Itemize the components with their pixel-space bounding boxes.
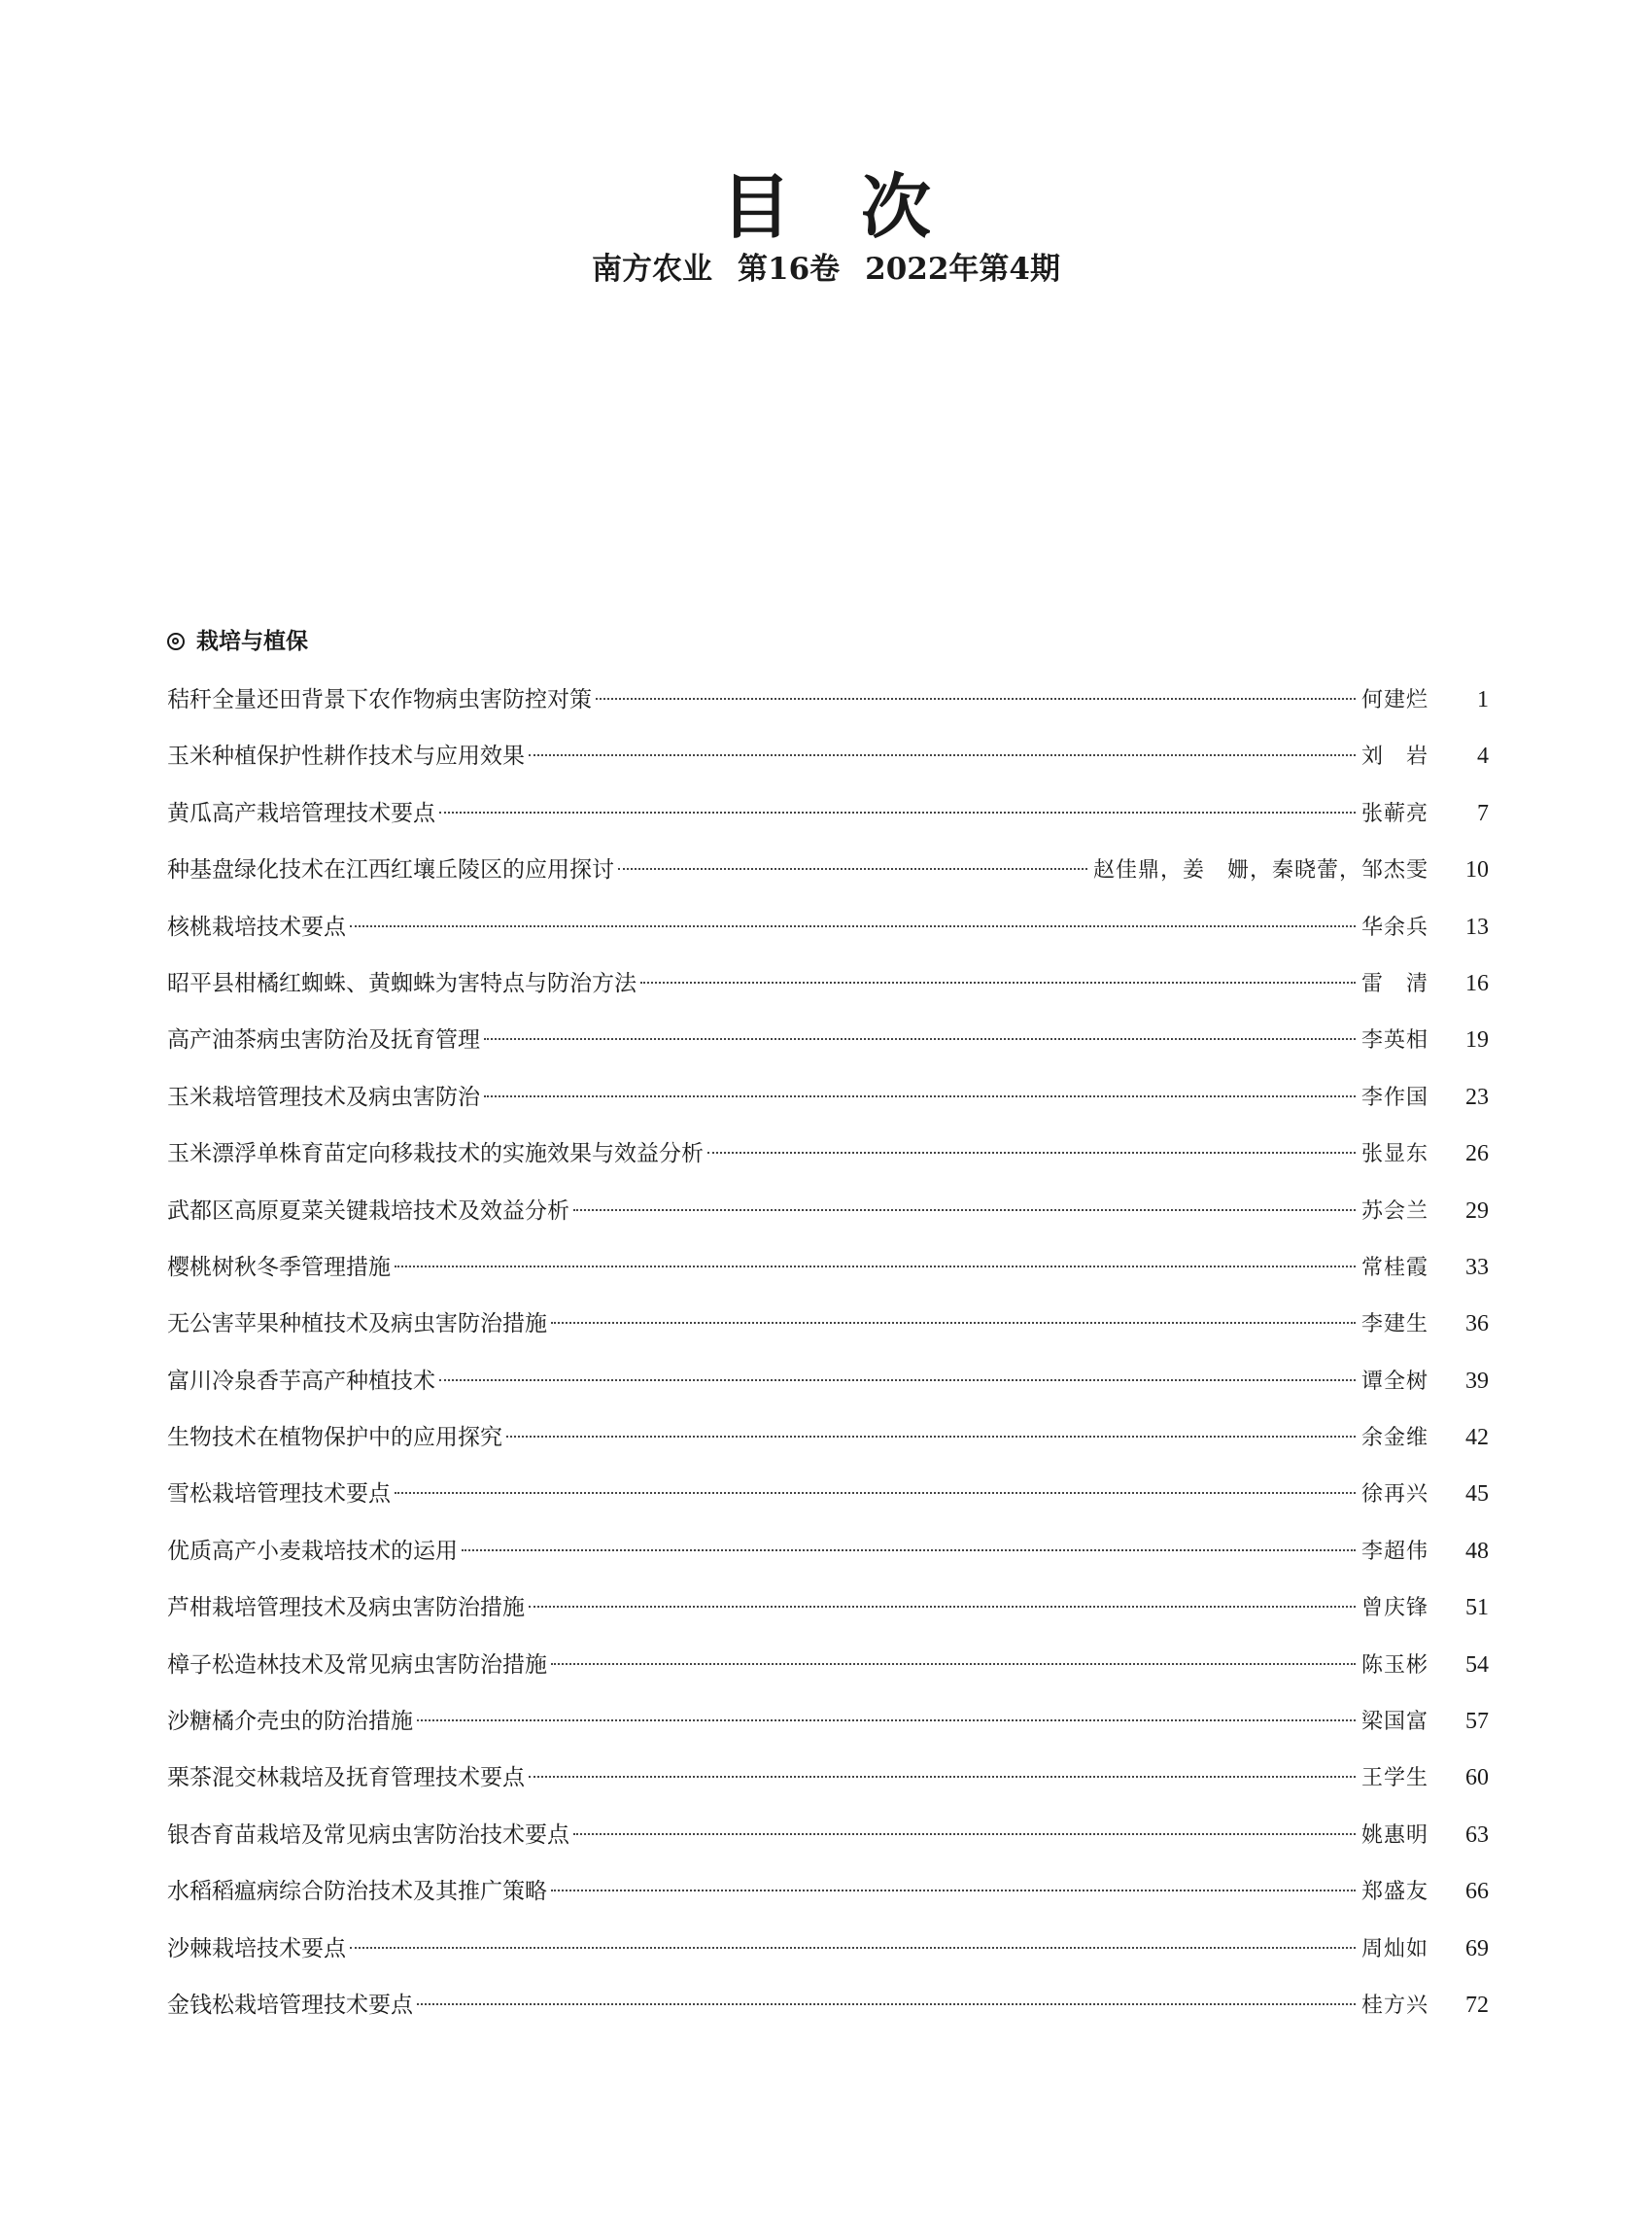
toc-entry-title: 玉米漂浮单株育苗定向移栽技术的实施效果与效益分析	[167, 1141, 704, 1167]
dot-leader	[439, 1379, 1356, 1381]
toc-entry-title: 沙糖橘介壳虫的防治措施	[167, 1709, 413, 1735]
journal-name: 南方农业	[592, 252, 712, 287]
toc-entry-page: 42	[1465, 1425, 1489, 1451]
toc-entry-title: 生物技术在植物保护中的应用探究	[167, 1425, 502, 1451]
toc-entry-title: 栗茶混交林栽培及抚育管理技术要点	[167, 1765, 525, 1791]
toc-entry[interactable]	[167, 850, 1489, 907]
dot-leader	[529, 754, 1356, 756]
title-part-2: 次	[861, 166, 932, 248]
toc-entry-author: 张蕲亮	[1360, 801, 1428, 826]
toc-entry-page: 23	[1465, 1084, 1489, 1110]
toc-entry[interactable]	[167, 1872, 1489, 1928]
dot-leader	[484, 1038, 1356, 1040]
dot-leader	[417, 2003, 1356, 2005]
toc-entry[interactable]	[167, 1702, 1489, 1758]
toc-entry[interactable]	[167, 1929, 1489, 1986]
toc-entry[interactable]	[167, 964, 1489, 1021]
section-name: 栽培与植保	[196, 629, 308, 654]
table-of-contents	[167, 680, 1489, 2042]
toc-entry-page: 39	[1465, 1368, 1489, 1394]
volume-label: 第16卷	[738, 252, 841, 287]
toc-entry-author: 徐再兴	[1360, 1482, 1428, 1508]
toc-entry-page: 48	[1465, 1538, 1489, 1564]
toc-entry[interactable]	[167, 1474, 1489, 1531]
toc-entry-page: 1	[1477, 687, 1489, 712]
dot-leader	[573, 1209, 1356, 1211]
toc-entry[interactable]	[167, 1078, 1489, 1134]
toc-entry-title: 武都区高原夏菜关键栽培技术及效益分析	[167, 1197, 569, 1224]
dot-leader	[439, 812, 1356, 814]
toc-entry[interactable]	[167, 1418, 1489, 1474]
dot-leader	[462, 1549, 1356, 1551]
toc-entry[interactable]	[167, 680, 1489, 737]
dot-leader	[551, 1890, 1356, 1891]
toc-entry-author: 姚惠明	[1360, 1822, 1428, 1848]
toc-entry[interactable]	[167, 1248, 1489, 1304]
dot-leader	[529, 1776, 1356, 1778]
issue-line	[0, 248, 1652, 291]
toc-entry-author: 陈玉彬	[1360, 1652, 1428, 1678]
toc-entry-author: 张显东	[1360, 1142, 1428, 1167]
toc-entry[interactable]	[167, 1816, 1489, 1872]
toc-entry[interactable]	[167, 1646, 1489, 1702]
toc-entry[interactable]	[167, 794, 1489, 850]
dot-leader	[551, 1322, 1356, 1324]
dot-leader	[395, 1266, 1356, 1267]
dot-leader	[350, 1947, 1356, 1949]
toc-entry-author: 华余兵	[1360, 915, 1428, 940]
toc-entry-title: 芦柑栽培管理技术及病虫害防治措施	[167, 1595, 525, 1621]
toc-entry-page: 72	[1465, 1992, 1489, 2018]
toc-entry-title: 优质高产小麦栽培技术的运用	[167, 1538, 458, 1564]
toc-entry-author: 苏会兰	[1360, 1198, 1428, 1224]
toc-entry[interactable]	[167, 737, 1489, 793]
toc-entry-page: 66	[1465, 1879, 1489, 1905]
toc-entry[interactable]	[167, 908, 1489, 964]
toc-entry-author: 雷 清	[1360, 971, 1428, 996]
toc-entry[interactable]	[167, 1758, 1489, 1815]
toc-entry-title: 金钱松栽培管理技术要点	[167, 1992, 413, 2018]
toc-entry-page: 54	[1465, 1651, 1489, 1678]
toc-entry[interactable]	[167, 1192, 1489, 1248]
dot-leader	[395, 1492, 1356, 1494]
toc-entry-author: 余金维	[1360, 1426, 1428, 1451]
toc-entry-page: 19	[1465, 1027, 1489, 1054]
toc-entry-title: 昭平县柑橘红蜘蛛、黄蜘蛛为害特点与防治方法	[167, 970, 637, 996]
dot-leader	[417, 1719, 1356, 1721]
dot-leader	[640, 982, 1356, 984]
dot-leader	[529, 1606, 1356, 1608]
toc-entry[interactable]	[167, 1588, 1489, 1645]
toc-entry-author: 梁国富	[1360, 1710, 1428, 1735]
toc-entry-page: 16	[1465, 970, 1489, 996]
dot-leader	[596, 698, 1356, 700]
toc-entry-author: 李建生	[1360, 1312, 1428, 1337]
dot-leader	[506, 1436, 1356, 1438]
toc-entry[interactable]	[167, 1986, 1489, 2042]
toc-entry-title: 无公害苹果种植技术及病虫害防治措施	[167, 1311, 547, 1337]
toc-entry-author: 谭全树	[1360, 1369, 1428, 1394]
toc-entry-title: 核桃栽培技术要点	[167, 914, 346, 940]
page-title	[0, 163, 1652, 251]
toc-entry-page: 60	[1465, 1765, 1489, 1791]
toc-entry-author: 何建烂	[1360, 688, 1428, 712]
toc-entry-author: 李超伟	[1360, 1539, 1428, 1564]
toc-entry-page: 51	[1465, 1595, 1489, 1621]
toc-entry-page: 63	[1465, 1821, 1489, 1848]
toc-entry-title: 沙棘栽培技术要点	[167, 1935, 346, 1961]
toc-entry-title: 秸秆全量还田背景下农作物病虫害防控对策	[167, 687, 592, 712]
toc-entry-title: 黄瓜高产栽培管理技术要点	[167, 800, 435, 826]
toc-entry-title: 玉米栽培管理技术及病虫害防治	[167, 1084, 480, 1110]
toc-entry-author: 常桂霞	[1360, 1255, 1428, 1280]
toc-entry-title: 樱桃树秋冬季管理措施	[167, 1254, 391, 1280]
dot-leader	[707, 1152, 1356, 1154]
toc-entry[interactable]	[167, 1532, 1489, 1588]
toc-entry-author: 李作国	[1360, 1085, 1428, 1110]
toc-entry[interactable]	[167, 1134, 1489, 1191]
toc-entry-title: 雪松栽培管理技术要点	[167, 1481, 391, 1508]
toc-entry-title: 水稻稻瘟病综合防治技术及其推广策略	[167, 1879, 547, 1905]
toc-entry-page: 7	[1477, 800, 1489, 826]
issue-label: 2022年第4期	[865, 252, 1060, 287]
toc-entry[interactable]	[167, 1021, 1489, 1077]
toc-entry-page: 26	[1465, 1141, 1489, 1167]
toc-entry-page: 13	[1465, 914, 1489, 940]
toc-entry[interactable]	[167, 1362, 1489, 1418]
toc-entry-title: 富川冷泉香芋高产种植技术	[167, 1368, 435, 1394]
toc-entry-page: 45	[1465, 1481, 1489, 1508]
toc-entry-title: 玉米种植保护性耕作技术与应用效果	[167, 744, 525, 770]
toc-entry-author: 刘 岩	[1360, 745, 1428, 770]
toc-entry-title: 高产油茶病虫害防治及抚育管理	[167, 1027, 480, 1054]
toc-entry-title: 银杏育苗栽培及常见病虫害防治技术要点	[167, 1821, 569, 1848]
dot-leader	[573, 1833, 1356, 1835]
toc-entry-page: 4	[1477, 744, 1489, 770]
toc-entry-author: 曾庆锋	[1360, 1596, 1428, 1621]
toc-entry-author: 赵佳鼎，姜 姗，秦晓蕾，邹杰雯	[1092, 858, 1428, 884]
title-part-1: 目	[720, 166, 791, 248]
double-circle-icon	[167, 633, 185, 650]
toc-entry-page: 69	[1465, 1935, 1489, 1961]
toc-entry-author: 郑盛友	[1360, 1880, 1428, 1905]
dot-leader	[551, 1663, 1356, 1665]
dot-leader	[350, 925, 1356, 927]
toc-entry-page: 57	[1465, 1709, 1489, 1735]
toc-entry-page: 29	[1465, 1197, 1489, 1224]
toc-entry[interactable]	[167, 1304, 1489, 1361]
section-heading	[167, 625, 308, 658]
toc-entry-title: 樟子松造林技术及常见病虫害防治措施	[167, 1651, 547, 1678]
toc-entry-author: 李英相	[1360, 1028, 1428, 1054]
toc-entry-page: 33	[1465, 1254, 1489, 1280]
toc-entry-page: 10	[1465, 857, 1489, 884]
dot-leader	[618, 868, 1087, 870]
toc-entry-page: 36	[1465, 1311, 1489, 1337]
toc-entry-author: 王学生	[1360, 1766, 1428, 1791]
toc-entry-author: 周灿如	[1360, 1936, 1428, 1961]
toc-entry-author: 桂方兴	[1360, 1993, 1428, 2018]
dot-leader	[484, 1095, 1356, 1097]
toc-entry-title: 种基盘绿化技术在江西红壤丘陵区的应用探讨	[167, 857, 614, 884]
